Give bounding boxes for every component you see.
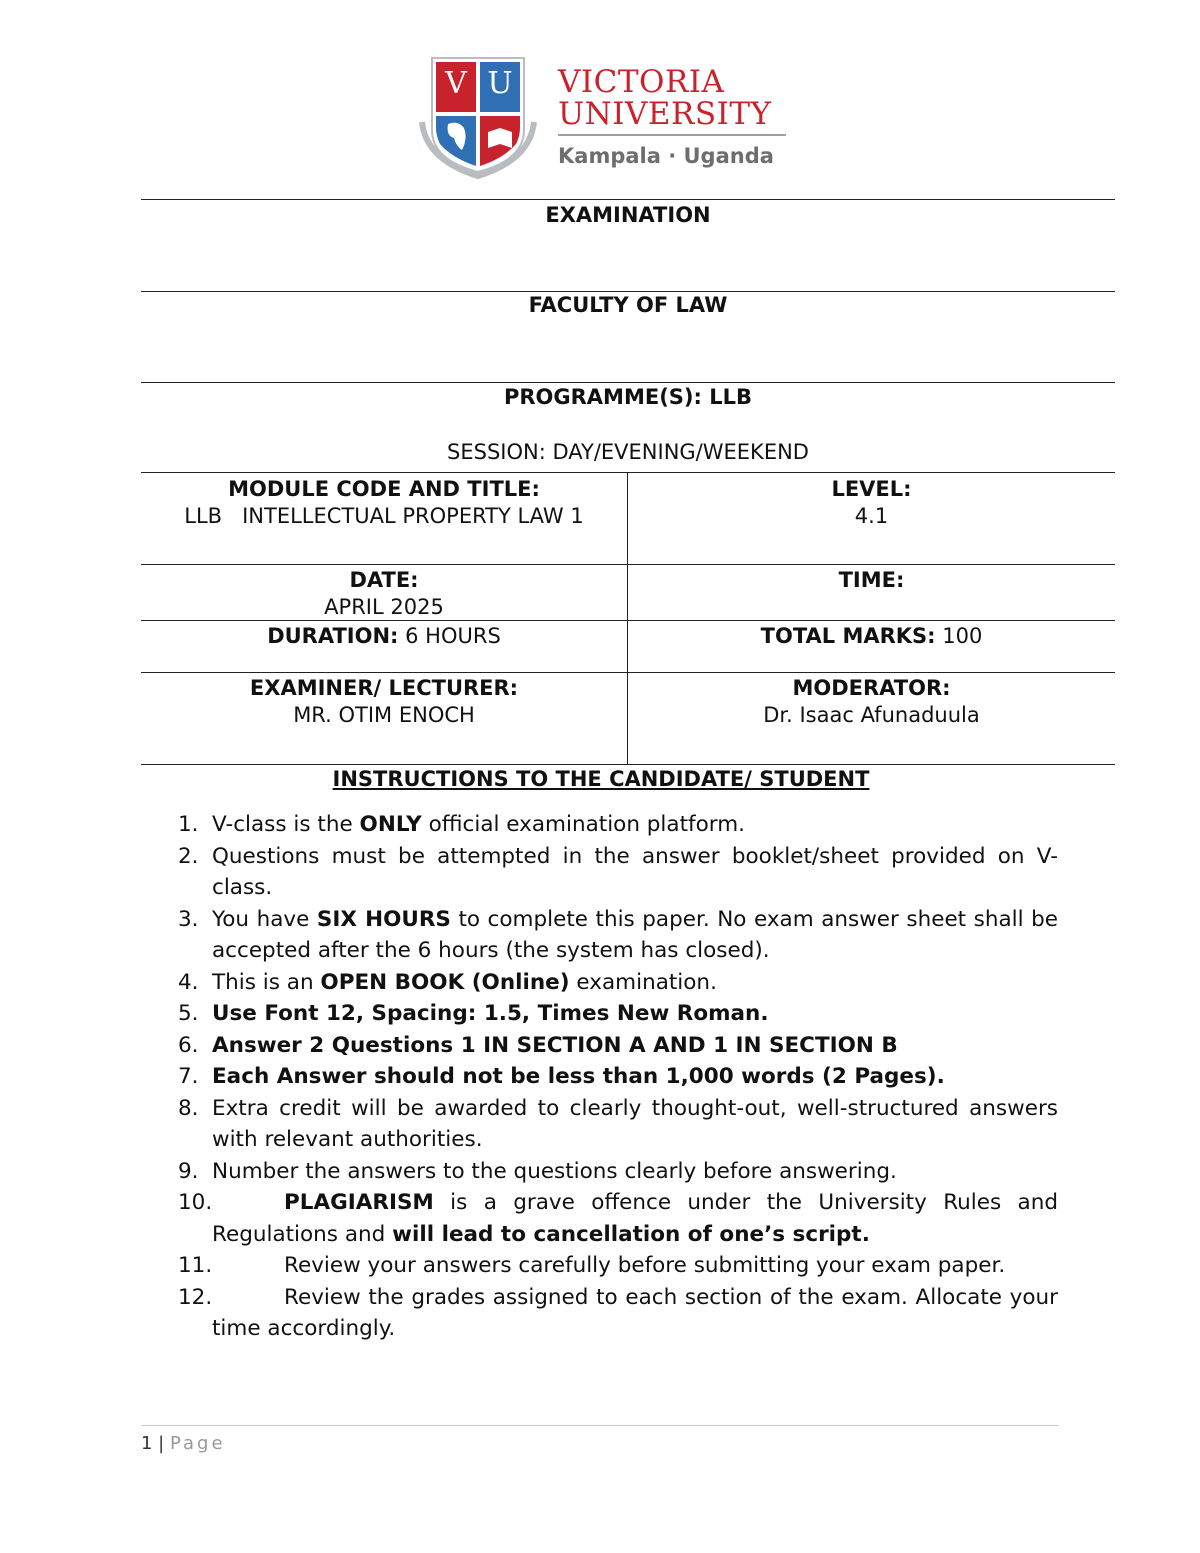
logo-title-line1: VICTORIA — [558, 64, 725, 100]
item-text: examination. — [569, 969, 717, 995]
level-label: LEVEL: — [831, 477, 912, 501]
logo-title-line2: UNIVERSITY — [558, 96, 772, 132]
examiner-value: MR. OTIM ENOCH — [293, 703, 475, 727]
list-item — [172, 1187, 1058, 1250]
item-number: 10. — [178, 1190, 213, 1215]
list-item — [172, 1030, 1058, 1062]
item-number: 12. — [178, 1284, 213, 1310]
item-number: 4. — [178, 969, 199, 995]
logo-divider — [558, 134, 786, 136]
item-text: Number the answers to the questions clearly before answering. — [212, 1158, 897, 1184]
page-number: 1 — [141, 1433, 153, 1454]
item-number: 3. — [178, 906, 199, 932]
item-number: 11. — [178, 1253, 213, 1278]
item-text: Review the grades assigned to each section of the exam. Allocate your time accordingly. — [212, 1284, 1058, 1341]
moderator-cell — [628, 675, 1115, 729]
table-row-border — [141, 672, 1115, 673]
list-item — [172, 904, 1058, 967]
level-value: 4.1 — [854, 504, 889, 528]
crest-letter-v: V — [445, 66, 467, 101]
university-logo — [412, 52, 792, 182]
divider — [141, 199, 1115, 200]
item-emphasis: SIX HOURS — [316, 906, 451, 932]
logo-title — [558, 66, 771, 130]
total-marks-cell — [628, 623, 1115, 650]
item-number: 5. — [178, 1001, 199, 1026]
list-item — [172, 998, 1058, 1030]
divider — [141, 382, 1115, 383]
table-row-border — [141, 564, 1115, 565]
faculty-title: FACULTY OF LAW — [528, 293, 728, 317]
list-item — [172, 1061, 1058, 1093]
item-emphasis: will lead to cancellation of one’s script. — [392, 1221, 870, 1247]
item-emphasis: ONLY — [359, 812, 422, 837]
total-marks-label: TOTAL MARKS: — [760, 624, 936, 648]
university-crest-icon — [412, 52, 544, 180]
moderator-value: Dr. Isaac Afunaduula — [763, 703, 980, 727]
item-emphasis: Answer 2 Questions 1 IN SECTION A AND 1 IN SECTION B — [212, 1032, 898, 1058]
item-number: 6. — [178, 1032, 199, 1058]
item-text: This is an — [212, 969, 321, 995]
item-text: V-class is the — [212, 812, 360, 837]
list-item — [172, 1250, 1058, 1282]
instructions-heading: INSTRUCTIONS TO THE CANDIDATE/ STUDENT — [332, 767, 870, 791]
item-text: official examination platform. — [421, 812, 745, 837]
duration-value: 6 HOURS — [398, 624, 501, 648]
item-text: Questions must be attempted in the answer booklet/sheet provided on V-class. — [212, 843, 1058, 900]
time-cell — [628, 567, 1115, 594]
list-item — [172, 841, 1058, 904]
total-marks-value: 100 — [935, 624, 983, 648]
date-cell — [141, 567, 627, 621]
item-number: 8. — [178, 1095, 199, 1121]
session-text: SESSION: DAY/EVENING/WEEKEND — [447, 440, 809, 464]
item-emphasis: Use Font 12, Spacing: 1.5, Times New Roman. — [212, 1001, 769, 1026]
module-label: MODULE CODE AND TITLE: — [228, 477, 540, 501]
list-item — [172, 1282, 1058, 1345]
duration-cell — [141, 623, 627, 650]
page-footer — [141, 1433, 226, 1454]
item-text: Review your answers carefully before submitting your exam paper. — [284, 1253, 1006, 1278]
duration-label: DURATION: — [267, 624, 399, 648]
item-text: to complete this paper. No exam answer sheet shall be accepted after the 6 hours (the system has closed). — [212, 906, 1058, 963]
item-emphasis: OPEN BOOK (Online) — [320, 969, 570, 995]
date-value: APRIL 2025 — [324, 595, 444, 619]
table-border — [141, 472, 1115, 473]
module-value: LLB INTELLECTUAL PROPERTY LAW 1 — [184, 504, 584, 528]
item-number: 9. — [178, 1158, 199, 1184]
footer-separator: | — [152, 1433, 170, 1454]
item-text: Extra credit will be awarded to clearly thought-out, well-structured answers with relevant authorities. — [212, 1095, 1058, 1152]
item-number: 2. — [178, 843, 199, 869]
level-cell — [628, 476, 1115, 530]
item-text: is a grave offence under the University Rules and Regulations and — [212, 1190, 1058, 1247]
crest-letter-u: U — [487, 66, 513, 101]
logo-subtitle: Kampala · Uganda — [558, 144, 774, 168]
footer-divider — [141, 1425, 1059, 1426]
table-row-border — [141, 620, 1115, 621]
page-word: Page — [169, 1433, 226, 1454]
item-text: You have — [212, 906, 317, 932]
item-number: 7. — [178, 1064, 199, 1089]
exam-title: EXAMINATION — [545, 203, 711, 227]
list-item — [172, 1093, 1058, 1156]
list-item — [172, 809, 1058, 841]
moderator-label: MODERATOR: — [792, 676, 951, 700]
item-number: 1. — [178, 812, 199, 837]
examiner-label: EXAMINER/ LECTURER: — [249, 676, 519, 700]
date-label: DATE: — [349, 568, 419, 592]
programme-title: PROGRAMME(S): LLB — [503, 385, 752, 409]
item-emphasis: PLAGIARISM — [284, 1190, 434, 1215]
list-item — [172, 967, 1058, 999]
module-cell — [141, 476, 627, 530]
item-emphasis: Each Answer should not be less than 1,000 words (2 Pages). — [212, 1064, 945, 1089]
time-label: TIME: — [838, 568, 905, 592]
examiner-cell — [141, 675, 627, 729]
table-border — [141, 764, 1115, 765]
instructions-list — [172, 809, 1058, 1345]
list-item — [172, 1156, 1058, 1188]
